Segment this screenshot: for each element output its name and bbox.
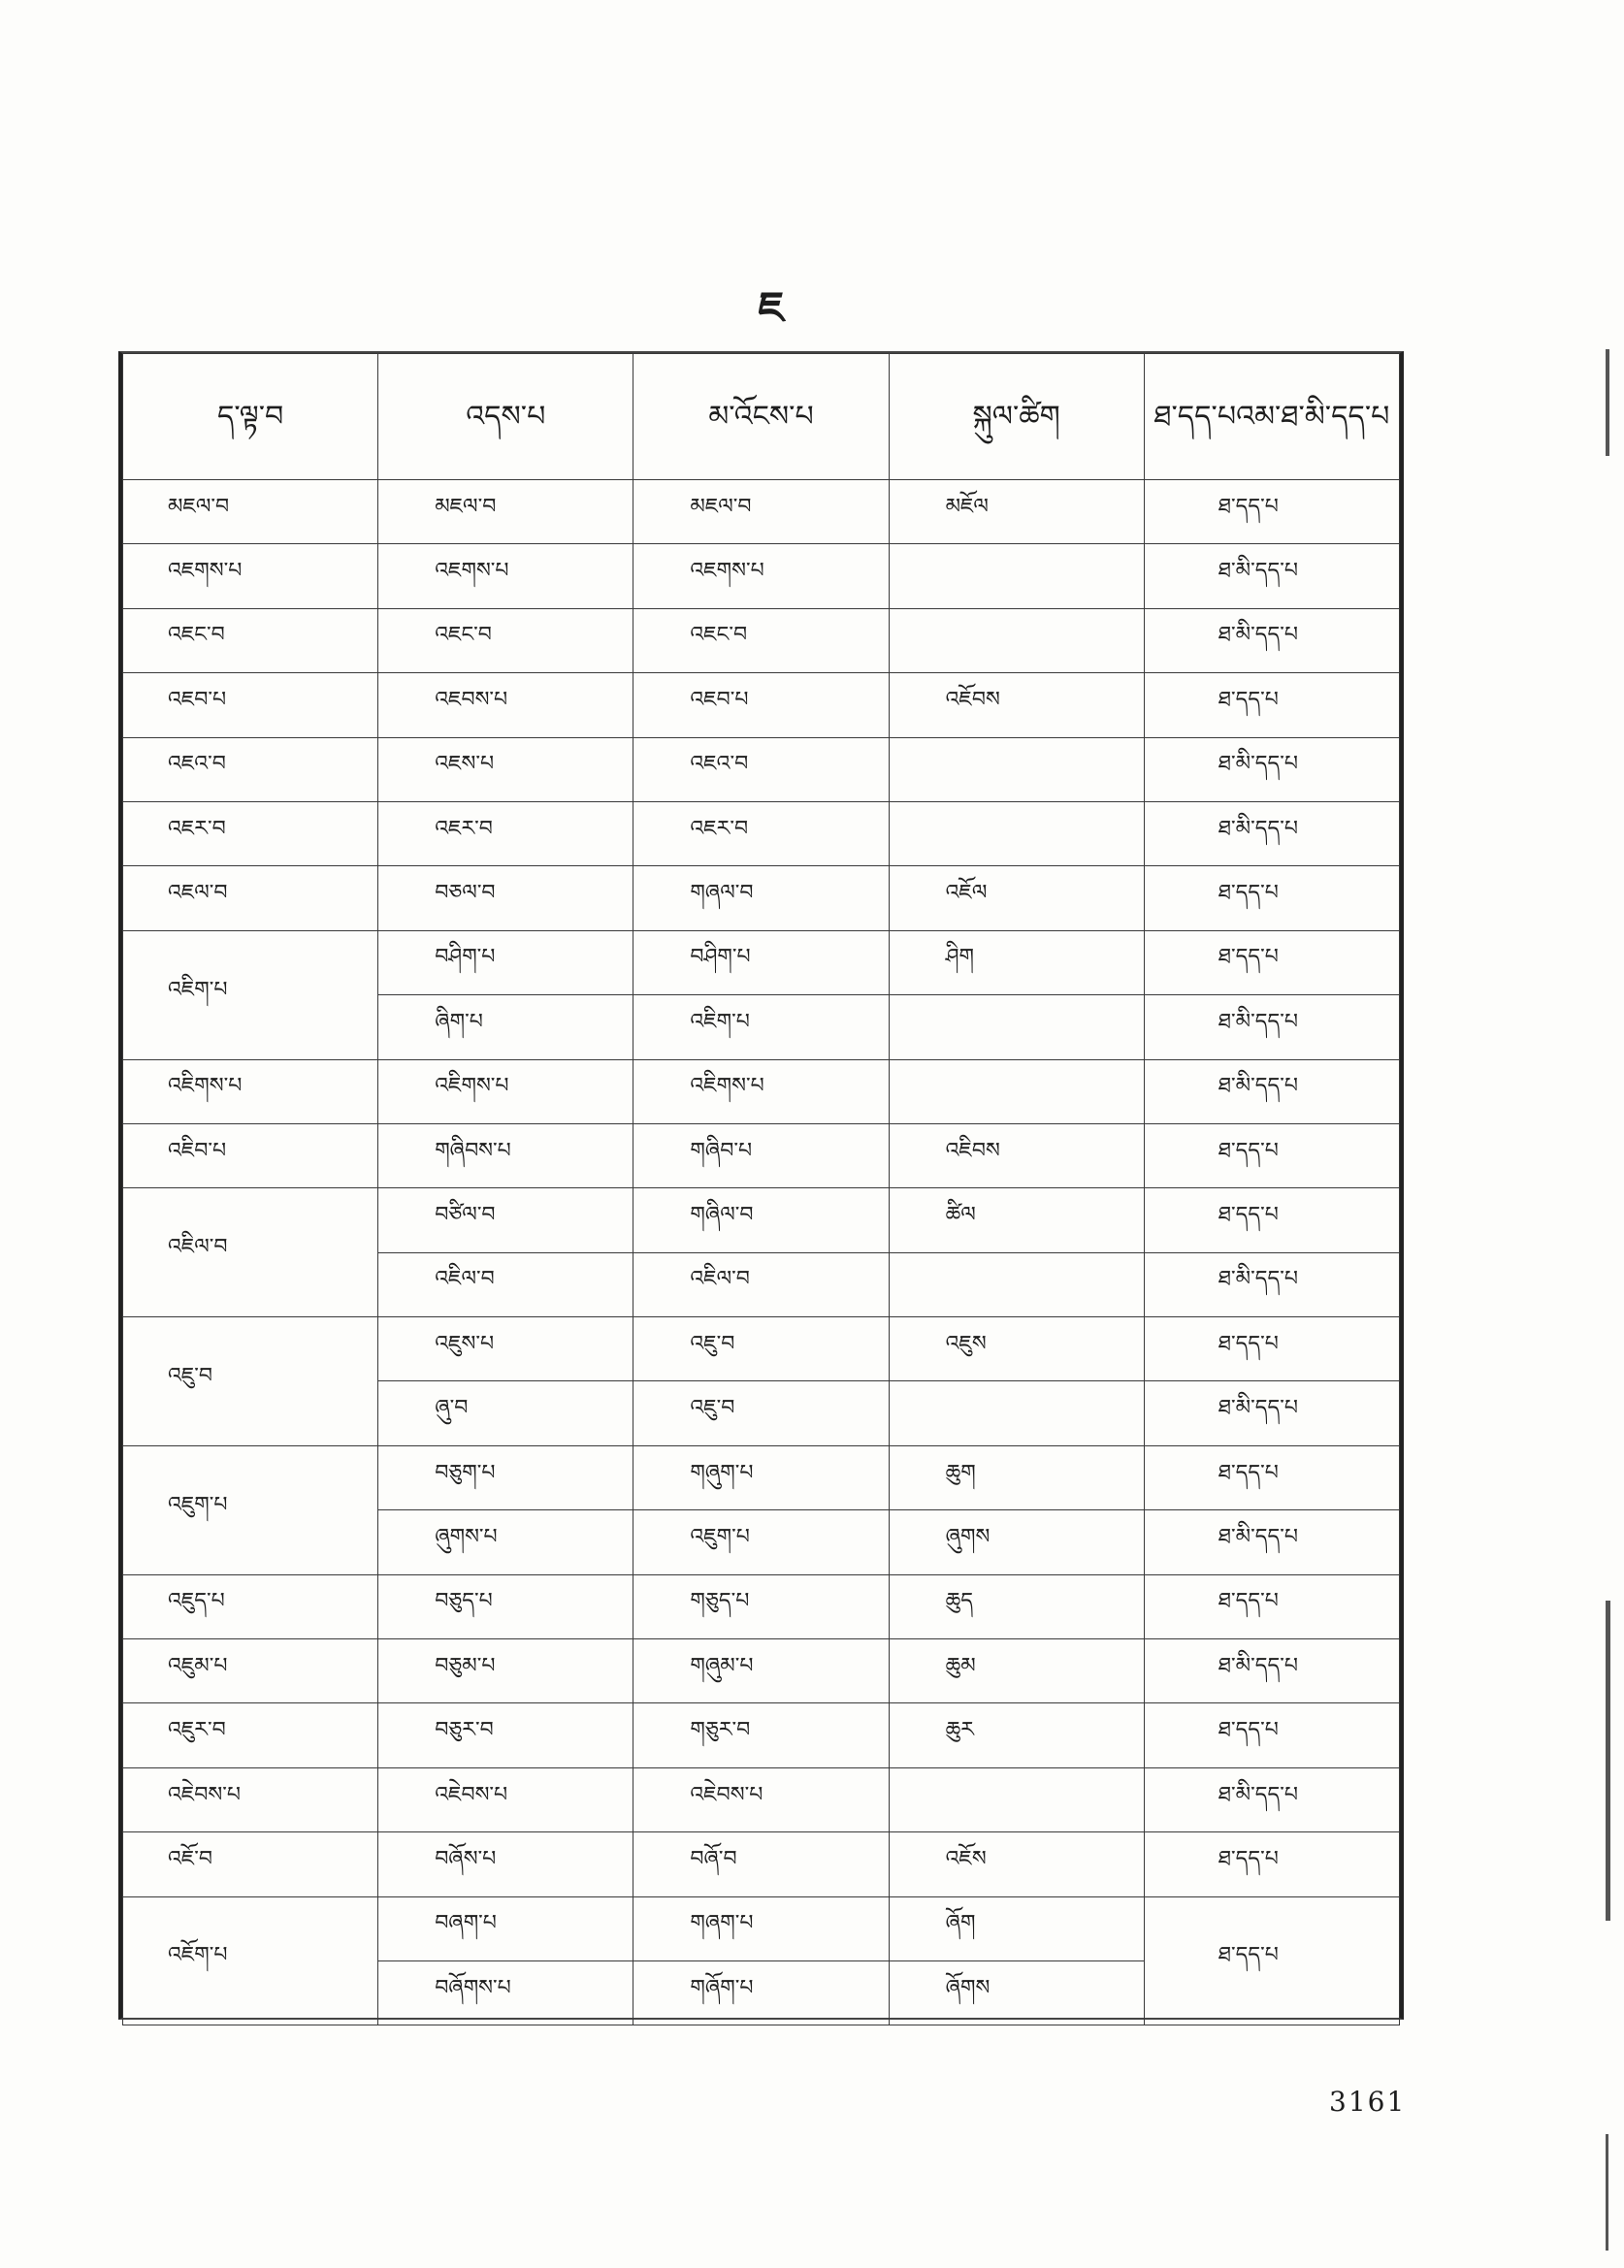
cell-transitivity: ཐ་དད་པ bbox=[1144, 1123, 1399, 1187]
cell-present: འཇུམ་པ bbox=[123, 1639, 378, 1703]
cell-past: ཞིག་པ bbox=[378, 995, 633, 1059]
cell-transitivity: ཐ་དད་པ bbox=[1144, 1574, 1399, 1638]
cell-imperative: འཇིབས bbox=[889, 1123, 1144, 1187]
cell-transitivity: ཐ་དད་པ bbox=[1144, 1832, 1399, 1896]
header-present: ད་ལྟ་བ bbox=[123, 354, 378, 480]
cell-future: འཇའ་བ bbox=[633, 737, 889, 801]
cell-present: འཇབ་པ bbox=[123, 673, 378, 737]
cell-imperative: ཆུམ bbox=[889, 1639, 1144, 1703]
cell-transitivity: ཐ་མི་དད་པ bbox=[1144, 1381, 1399, 1445]
verb-table-frame bbox=[118, 351, 1404, 2020]
table-row bbox=[123, 544, 1400, 608]
table-row bbox=[123, 1832, 1400, 1896]
table-row bbox=[123, 1188, 1400, 1252]
cell-transitivity: ཐ་མི་དད་པ bbox=[1144, 801, 1399, 865]
cell-future: གཞག་པ bbox=[633, 1896, 889, 1960]
cell-present: འཇའ་བ bbox=[123, 737, 378, 801]
cell-past: འཇང་བ bbox=[378, 608, 633, 672]
cell-future: འཇིག་པ bbox=[633, 995, 889, 1059]
cell-future: འཇེབས་པ bbox=[633, 1767, 889, 1831]
cell-imperative: ཞུགས bbox=[889, 1510, 1144, 1574]
cell-past: འཇས་པ bbox=[378, 737, 633, 801]
header-past: འདས་པ bbox=[378, 354, 633, 480]
cell-transitivity: ཐ་དད་པ bbox=[1144, 1317, 1399, 1381]
cell-future: འཇུ་བ bbox=[633, 1381, 889, 1445]
cell-present: འཇུར་བ bbox=[123, 1703, 378, 1767]
cell-past: འཇགས་པ bbox=[378, 544, 633, 608]
cell-future: འཇིལ་བ bbox=[633, 1252, 889, 1316]
cell-past: ཞུ་བ bbox=[378, 1381, 633, 1445]
cell-imperative: ཆུག bbox=[889, 1445, 1144, 1509]
cell-past: གཞིབས་པ bbox=[378, 1123, 633, 1187]
cell-future: འཇབ་པ bbox=[633, 673, 889, 737]
cell-present: འཇོ་བ bbox=[123, 1832, 378, 1896]
cell-imperative: ཚིལ bbox=[889, 1188, 1144, 1252]
table-row bbox=[123, 737, 1400, 801]
header-future: མ་འོངས་པ bbox=[633, 354, 889, 480]
page-letter: ཇ bbox=[758, 283, 785, 333]
cell-present: འཇུ་བ bbox=[123, 1317, 378, 1446]
cell-transitivity: ཐ་མི་དད་པ bbox=[1144, 995, 1399, 1059]
cell-present: འཇིལ་བ bbox=[123, 1188, 378, 1317]
cell-future: འཇིགས་པ bbox=[633, 1059, 889, 1123]
edge-scan-mark bbox=[1606, 2134, 1608, 2251]
cell-transitivity: ཐ་མི་དད་པ bbox=[1144, 1639, 1399, 1703]
table-row bbox=[123, 930, 1400, 994]
cell-future: འཇུག་པ bbox=[633, 1510, 889, 1574]
cell-past: བཙིལ་བ bbox=[378, 1188, 633, 1252]
cell-imperative: ཞོགས bbox=[889, 1960, 1144, 2025]
cell-past: བཅུར་བ bbox=[378, 1703, 633, 1767]
cell-present: འཇེབས་པ bbox=[123, 1767, 378, 1831]
cell-present: མཇལ་བ bbox=[123, 480, 378, 544]
cell-future: གཞུམ་པ bbox=[633, 1639, 889, 1703]
header-transitivity: ཐ་དད་པའམ་ཐ་མི་དད་པ bbox=[1144, 354, 1399, 480]
cell-past: བཞག་པ bbox=[378, 1896, 633, 1960]
cell-transitivity: ཐ་དད་པ bbox=[1144, 673, 1399, 737]
cell-imperative: འཇོལ bbox=[889, 866, 1144, 930]
table-row bbox=[123, 866, 1400, 930]
cell-past: འཇབས་པ bbox=[378, 673, 633, 737]
cell-past: བཅུད་པ bbox=[378, 1574, 633, 1638]
cell-past: འཇིགས་པ bbox=[378, 1059, 633, 1123]
cell-imperative: འཇུས bbox=[889, 1317, 1144, 1381]
table-row bbox=[123, 1703, 1400, 1767]
cell-transitivity: ཐ་མི་དད་པ bbox=[1144, 544, 1399, 608]
cell-future: མཇལ་བ bbox=[633, 480, 889, 544]
table-row bbox=[123, 1574, 1400, 1638]
cell-transitivity: ཐ་མི་དད་པ bbox=[1144, 1059, 1399, 1123]
header-imperative: སྐུལ་ཚིག bbox=[889, 354, 1144, 480]
cell-future: འཇགས་པ bbox=[633, 544, 889, 608]
cell-past: བཤིག་པ bbox=[378, 930, 633, 994]
cell-future: འཇུ་བ bbox=[633, 1317, 889, 1381]
cell-present: འཇོག་པ bbox=[123, 1896, 378, 2025]
cell-transitivity: ཐ་དད་པ bbox=[1144, 1188, 1399, 1252]
cell-past: འཇར་བ bbox=[378, 801, 633, 865]
cell-imperative: འཇོས bbox=[889, 1832, 1144, 1896]
verb-conjugation-table bbox=[122, 353, 1400, 2025]
cell-present: འཇིབ་པ bbox=[123, 1123, 378, 1187]
cell-present: འཇགས་པ bbox=[123, 544, 378, 608]
cell-transitivity: ཐ་དད་པ bbox=[1144, 1445, 1399, 1509]
cell-transitivity: ཐ་དད་པ bbox=[1144, 1896, 1399, 2025]
cell-transitivity: ཐ་མི་དད་པ bbox=[1144, 1767, 1399, 1831]
cell-imperative: ཤིག bbox=[889, 930, 1144, 994]
cell-present: འཇུག་པ bbox=[123, 1445, 378, 1574]
cell-transitivity: ཐ་དད་པ bbox=[1144, 930, 1399, 994]
cell-imperative: ཞོག bbox=[889, 1896, 1144, 1960]
cell-transitivity: ཐ་མི་དད་པ bbox=[1144, 1252, 1399, 1316]
cell-transitivity: ཐ་དད་པ bbox=[1144, 1703, 1399, 1767]
cell-imperative bbox=[889, 995, 1144, 1059]
cell-imperative: ཆུད bbox=[889, 1574, 1144, 1638]
cell-imperative bbox=[889, 1767, 1144, 1831]
cell-transitivity: ཐ་དད་པ bbox=[1144, 480, 1399, 544]
cell-future: གཞིལ་བ bbox=[633, 1188, 889, 1252]
cell-transitivity: ཐ་མི་དད་པ bbox=[1144, 737, 1399, 801]
table-row bbox=[123, 1059, 1400, 1123]
table-row bbox=[123, 801, 1400, 865]
cell-imperative: འཇོབས bbox=[889, 673, 1144, 737]
cell-past: ཞུགས་པ bbox=[378, 1510, 633, 1574]
table-body bbox=[123, 480, 1400, 2025]
cell-future: གཞལ་བ bbox=[633, 866, 889, 930]
cell-present: འཇར་བ bbox=[123, 801, 378, 865]
cell-future: བཤིག་པ bbox=[633, 930, 889, 994]
cell-future: གཅུར་བ bbox=[633, 1703, 889, 1767]
cell-future: འཇར་བ bbox=[633, 801, 889, 865]
cell-past: མཇལ་བ bbox=[378, 480, 633, 544]
cell-past: བཅལ་བ bbox=[378, 866, 633, 930]
cell-imperative bbox=[889, 608, 1144, 672]
cell-present: འཇིགས་པ bbox=[123, 1059, 378, 1123]
table-row bbox=[123, 480, 1400, 544]
cell-past: འཇེབས་པ bbox=[378, 1767, 633, 1831]
cell-future: བཞོ་བ bbox=[633, 1832, 889, 1896]
table-row bbox=[123, 1123, 1400, 1187]
cell-past: བཅུམ་པ bbox=[378, 1639, 633, 1703]
cell-transitivity: ཐ་མི་དད་པ bbox=[1144, 608, 1399, 672]
table-row bbox=[123, 1767, 1400, 1831]
cell-imperative: མཇོལ bbox=[889, 480, 1144, 544]
cell-imperative bbox=[889, 1059, 1144, 1123]
cell-past: འཇིལ་བ bbox=[378, 1252, 633, 1316]
table-row bbox=[123, 608, 1400, 672]
cell-present: འཇང་བ bbox=[123, 608, 378, 672]
cell-future: གཞུག་པ bbox=[633, 1445, 889, 1509]
page-number: 3161 bbox=[1329, 2086, 1407, 2118]
cell-present: འཇལ་བ bbox=[123, 866, 378, 930]
edge-scan-mark bbox=[1606, 1601, 1610, 1921]
table-row bbox=[123, 1639, 1400, 1703]
edge-scan-mark bbox=[1606, 349, 1609, 456]
cell-future: གཞིབ་པ bbox=[633, 1123, 889, 1187]
table-row bbox=[123, 1445, 1400, 1509]
cell-present: འཇུད་པ bbox=[123, 1574, 378, 1638]
cell-imperative bbox=[889, 737, 1144, 801]
cell-present: འཇིག་པ bbox=[123, 930, 378, 1059]
cell-future: འཇང་བ bbox=[633, 608, 889, 672]
cell-imperative bbox=[889, 1252, 1144, 1316]
cell-imperative bbox=[889, 801, 1144, 865]
cell-transitivity: ཐ་དད་པ bbox=[1144, 866, 1399, 930]
cell-imperative: ཆུར bbox=[889, 1703, 1144, 1767]
cell-imperative bbox=[889, 1381, 1144, 1445]
table-row bbox=[123, 673, 1400, 737]
cell-past: འཇུས་པ bbox=[378, 1317, 633, 1381]
cell-past: བཞོས་པ bbox=[378, 1832, 633, 1896]
cell-future: གཞོག་པ bbox=[633, 1960, 889, 2025]
table-row bbox=[123, 1896, 1400, 1960]
cell-transitivity: ཐ་མི་དད་པ bbox=[1144, 1510, 1399, 1574]
cell-past: བཞོགས་པ bbox=[378, 1960, 633, 2025]
cell-past: བཅུག་པ bbox=[378, 1445, 633, 1509]
cell-future: གཅུད་པ bbox=[633, 1574, 889, 1638]
table-header-row bbox=[123, 354, 1400, 480]
cell-imperative bbox=[889, 544, 1144, 608]
table-row bbox=[123, 1317, 1400, 1381]
